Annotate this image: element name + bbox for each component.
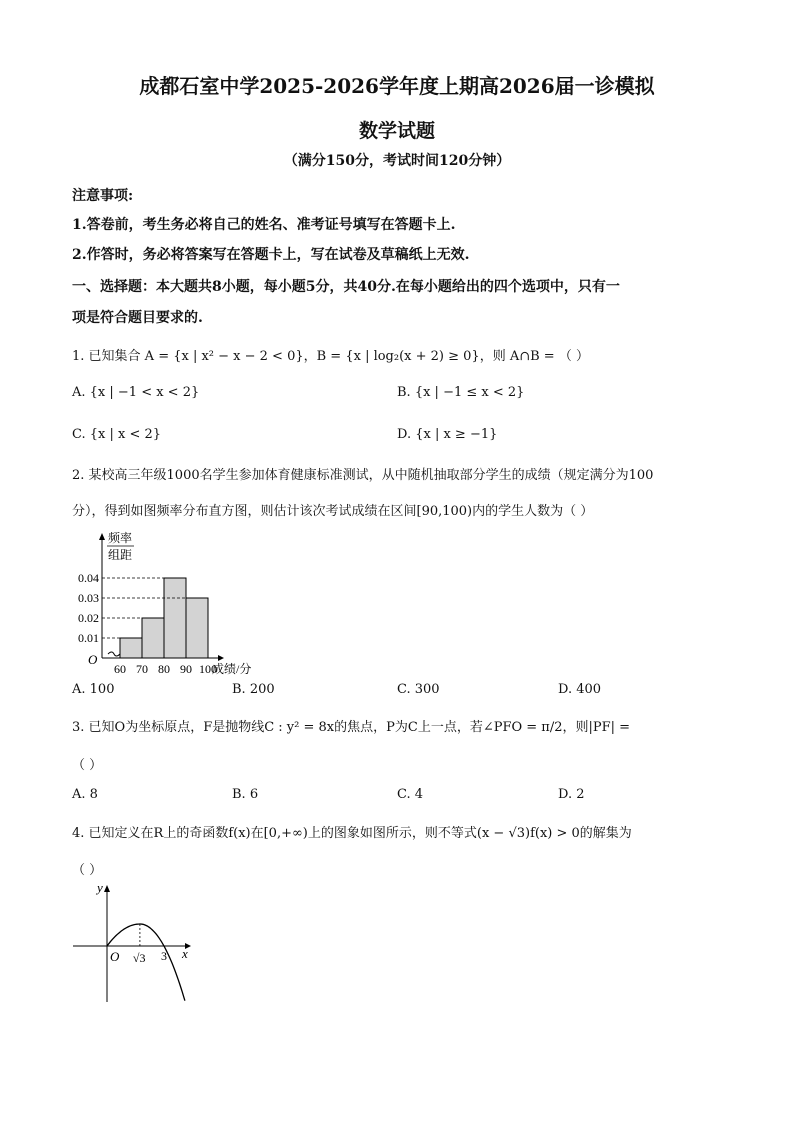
y-tick-label: 0.01 bbox=[78, 631, 99, 645]
q2-option-d: D. 400 bbox=[558, 682, 602, 697]
histogram-bar-2 bbox=[142, 618, 164, 658]
origin-label: O bbox=[88, 652, 98, 667]
q4-line1: 4. 已知定义在R上的奇函数f(x)在[0,+∞)上的图象如图所示，则不等式(x − √3)f(x) > 0的解集为 bbox=[72, 826, 632, 841]
y-label-top: 频率 bbox=[108, 531, 133, 545]
histogram-bar-4 bbox=[186, 598, 208, 658]
q3-option-d: D. 2 bbox=[558, 787, 585, 802]
paper-subtitle: 数学试题 bbox=[358, 120, 435, 142]
x-axis-label: x bbox=[182, 946, 188, 961]
q3-line1: 3. 已知O为坐标原点，F是抛物线C : y² = 8x的焦点，P为C上一点，若∠PFO = π/2，则|PF| = bbox=[72, 720, 631, 735]
x-tick-label: 80 bbox=[158, 662, 170, 676]
x-tick-label: 100 bbox=[199, 662, 217, 676]
x-tick-label: 60 bbox=[114, 662, 126, 676]
q3-option-b: B. 6 bbox=[232, 787, 259, 802]
tick-sqrt3-label: √3 bbox=[132, 951, 146, 965]
function-graph bbox=[70, 878, 200, 1006]
q1-stem: 1. 已知集合 A = {x | x² − x − 2 < 0}，B = {x | log₂(x + 2) ≥ 0}，则 A∩B = （ ） bbox=[72, 349, 589, 364]
x-tick-label: 70 bbox=[136, 662, 148, 676]
q2-option-a: A. 100 bbox=[72, 682, 115, 697]
q2-line1: 2. 某校高三年级1000名学生参加体育健康标准测试，从中随机抽取部分学生的成绩（规定满分为100 bbox=[72, 468, 654, 483]
x-tick-label: 90 bbox=[180, 662, 192, 676]
q2-option-c: C. 300 bbox=[397, 682, 440, 697]
q1-option-d: D. {x | x ≥ −1} bbox=[397, 427, 498, 442]
q1-option-a: A. {x | −1 < x < 2} bbox=[72, 385, 200, 400]
tick-3-label: 3 bbox=[161, 949, 167, 963]
q1-option-b: B. {x | −1 ≤ x < 2} bbox=[397, 385, 525, 400]
origin-label: O bbox=[110, 949, 120, 964]
q3-option-c: C. 4 bbox=[397, 787, 424, 802]
axis-break bbox=[108, 652, 120, 656]
note-item-1: 1.答卷前，考生务必将自己的姓名、准考证号填写在答题卡上. bbox=[72, 217, 456, 233]
q4-line2: （ ） bbox=[72, 863, 103, 878]
y-label-bottom: 组距 bbox=[108, 548, 133, 562]
y-tick-label: 0.04 bbox=[78, 571, 99, 585]
note-item-2: 2.作答时，务必将答案写在答题卡上，写在试卷及草稿纸上无效. bbox=[72, 247, 470, 263]
x-axis-arrow bbox=[218, 655, 224, 661]
frequency-histogram bbox=[70, 528, 290, 676]
q1-option-c: C. {x | x < 2} bbox=[72, 427, 162, 442]
y-axis-label: y bbox=[97, 880, 103, 895]
exam-info: （满分150分，考试时间120分钟） bbox=[283, 153, 511, 169]
section1-line2: 项是符合题目要求的. bbox=[72, 310, 203, 326]
y-axis-arrow bbox=[99, 533, 105, 540]
section1-line1: 一、选择题：本大题共8小题，每小题5分，共40分.在每小题给出的四个选项中，只有一 bbox=[72, 279, 620, 295]
x-axis-label: 成绩/分 bbox=[212, 662, 252, 676]
q3-option-a: A. 8 bbox=[72, 787, 98, 802]
y-tick-label: 0.02 bbox=[78, 611, 99, 625]
notes-heading: 注意事项: bbox=[72, 188, 134, 204]
q3-line2: （ ） bbox=[72, 758, 103, 773]
histogram-bar-3 bbox=[164, 578, 186, 658]
q2-option-b: B. 200 bbox=[232, 682, 275, 697]
histogram-bar-1 bbox=[120, 638, 142, 658]
q2-line2: 分），得到如图频率分布直方图，则估计该次考试成绩在区间[90,100)内的学生人数为（ ） bbox=[72, 504, 594, 519]
y-tick-label: 0.03 bbox=[78, 591, 99, 605]
paper-title: 成都石室中学2025-2026学年度上期高2026届一诊模拟 bbox=[139, 74, 655, 98]
y-axis-arrow bbox=[104, 885, 110, 892]
